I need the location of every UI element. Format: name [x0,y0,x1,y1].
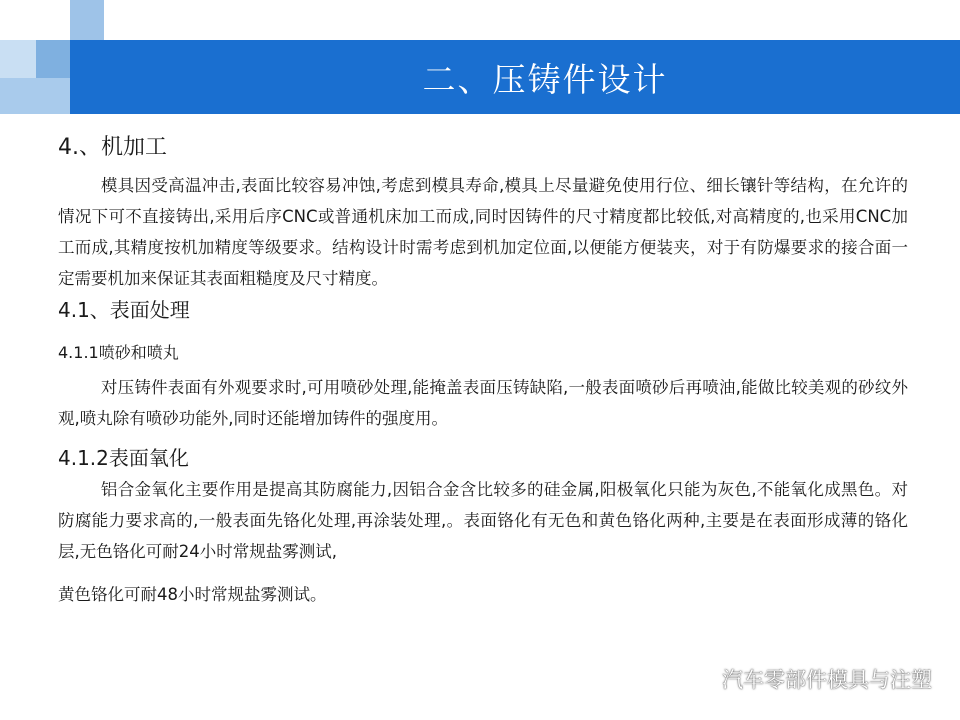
slide-title: 二、压铸件设计 [422,59,668,99]
section-surface-heading: 4.1、表面处理 [58,298,190,322]
watermark-text: 汽车零部件模具与注塑 [722,668,932,692]
corner-square-bottom [0,78,70,114]
section-oxidation-heading: 4.1.2表面氧化 [58,446,189,470]
section-machining-body: 模具因受高温冲击,表面比较容易冲蚀,考虑到模具寿命,模具上尽量避免使用行位、细长镶针等结构，在允许的情况下可不直接铸出,采用后序CNC或普通机床加工而成,同时因铸件的尺寸精度都比较低,对高精度的,也采用CNC加工而成,其精度按机加精度等级要求。结构设计时需考虑到机加定位面,以便能方便装夹，对于有防爆要求的接合面一定需要机加来保证其表面粗糙度及尺寸精度。 [58,176,908,288]
corner-square-mid [36,40,70,78]
slide-content [58,132,908,610]
section-oxidation-body-last: 黄色铬化可耐48小时常规盐雾测试。 [58,585,327,604]
section-machining-heading: 4.、机加工 [58,135,167,160]
wechat-icon [682,665,716,693]
corner-square-top [70,0,104,40]
section-sandblast-body: 对压铸件表面有外观要求时,可用喷砂处理,能掩盖表面压铸缺陷,一般表面喷砂后再喷油,能做比较美观的砂纹外观,喷丸除有喷砂功能外,同时还能增加铸件的强度用。 [58,378,908,428]
section-oxidation-body: 铝合金氧化主要作用是提高其防腐能力,因铝合金含比较多的硅金属,阳极氧化只能为灰色,不能氧化成黑色。对防腐能力要求高的,一般表面先铬化处理,再涂装处理,。表面铬化有无色和黄色铬化两种,主要是在表面形成薄的铬化层,无色铬化可耐24小时常规盐雾测试, [58,480,908,561]
title-bar [70,40,960,114]
section-sandblast-heading: 4.1.1喷砂和喷丸 [58,343,179,362]
corner-square-left [0,40,36,78]
watermark [682,664,932,694]
